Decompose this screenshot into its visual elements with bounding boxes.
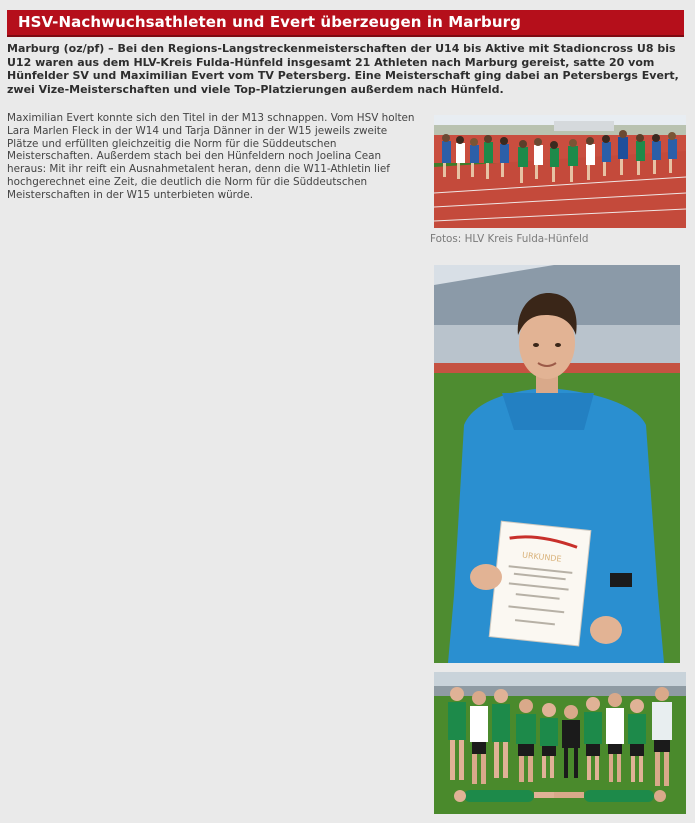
article-headline: HSV-Nachwuchsathleten und Evert überzeugen in Marburg	[18, 13, 521, 31]
race-photo[interactable]	[434, 115, 686, 228]
photo-caption: Fotos: HLV Kreis Fulda-Hünfeld	[430, 233, 589, 245]
team-group-photo[interactable]	[434, 672, 686, 814]
athlete-portrait-photo[interactable]	[434, 265, 680, 663]
svg-text:URKUNDE: URKUNDE	[521, 550, 562, 564]
article-lead: Marburg (oz/pf) – Bei den Regions-Langstreckenmeisterschaften der U14 bis Aktive mit Stadioncross U8 bis U12 waren aus dem HLV-Kreis Fulda-Hünfeld insgesamt 21 Athleten nach Marburg gereist, satte 20 vom Hünfelder SV und Maximilian Evert vom TV Petersberg. Eine Meisterschaft ging dabei an Petersbergs Evert, zwei Vize-Meisterschaften und viele Top-Platzierungen außerdem nach Hünfeld.	[7, 42, 679, 96]
headline-bar	[7, 10, 684, 37]
article-body: Maximilian Evert konnte sich den Titel in der M13 schnappen. Vom HSV holten Lara Marlen Fleck in der W14 und Tarja Dänner in der W15 jeweils zweite Plätze und erfüllten gleichzeitig die Norm für die Süddeutschen Meisterschaften. Außerdem stach bei den Hünfeldern noch Joelina Cean heraus: Mit ihr reift ein Ausnahmetalent heran, denn die W11-Athletin lief hochgerechnet eine Zeit, die deutlich die Norm für die Süddeutschen Meisterschaften in der W15 unterbieten würde.	[7, 112, 415, 201]
